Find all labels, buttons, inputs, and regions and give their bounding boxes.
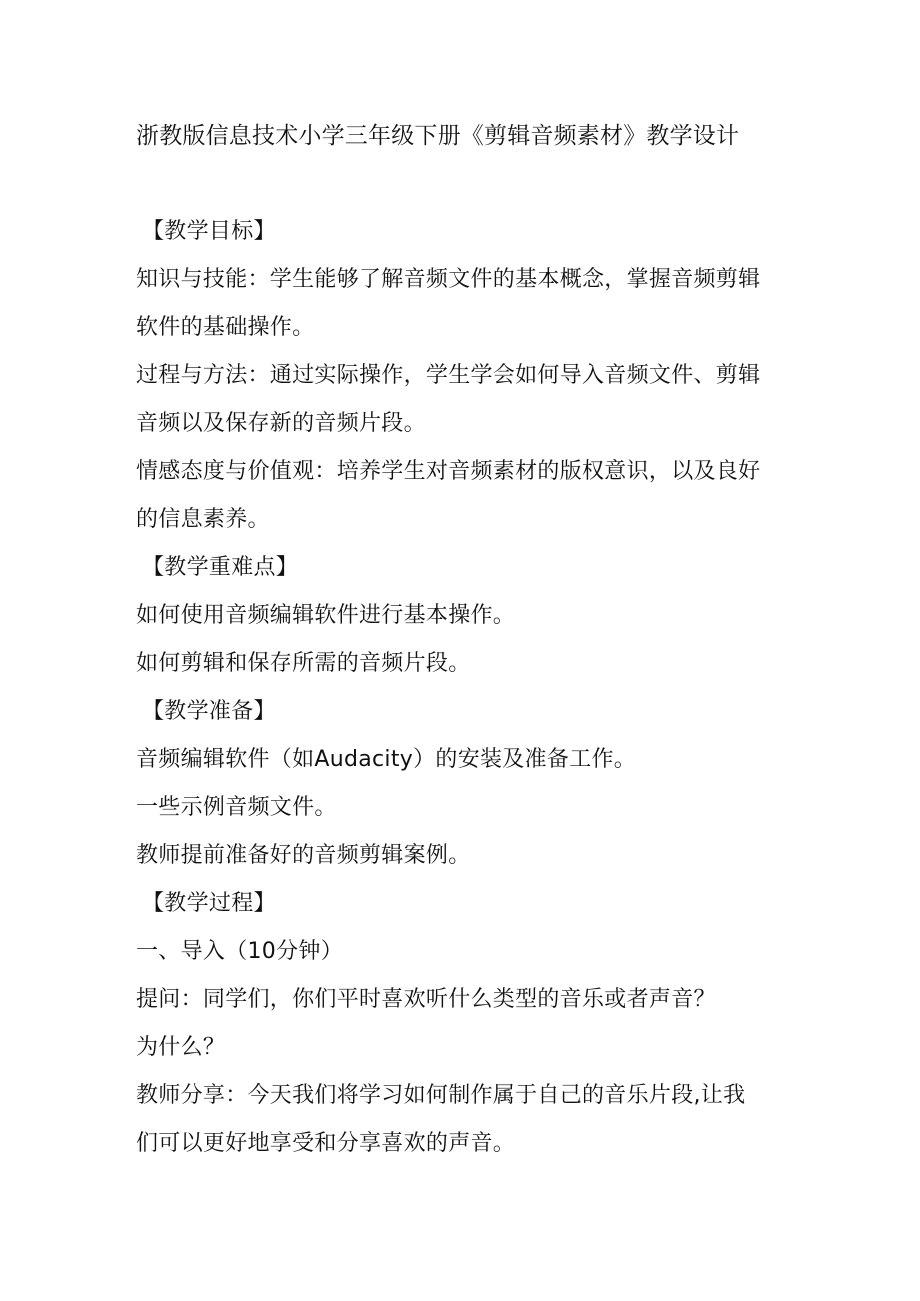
section-heading-process: 【教学过程】 — [142, 891, 276, 916]
paragraph-line: 音频以及保存新的音频片段。 — [136, 411, 426, 436]
section-heading-objectives: 【教学目标】 — [142, 219, 276, 244]
paragraph-line: 音频编辑软件（如Audacity）的安装及准备工作。 — [136, 747, 637, 772]
paragraph-line: 为什么？ — [136, 1035, 226, 1060]
paragraph-line: 一些示例音频文件。 — [136, 795, 337, 820]
document-body — [136, 208, 796, 1168]
paragraph-line: 情感态度与价值观：培养学生对音频素材的版权意识，以及良好 — [136, 459, 761, 484]
paragraph-line: 一、导入（10分钟） — [136, 939, 343, 964]
paragraph-line: 如何剪辑和保存所需的音频片段。 — [136, 651, 471, 676]
section-heading-preparation: 【教学准备】 — [142, 699, 276, 724]
paragraph-line: 的信息素养。 — [136, 507, 270, 532]
paragraph-line: 软件的基础操作。 — [136, 315, 315, 340]
paragraph-line: 过程与方法：通过实际操作，学生学会如何导入音频文件、剪辑 — [136, 363, 761, 388]
paragraph-line: 知识与技能：学生能够了解音频文件的基本概念，掌握音频剪辑 — [136, 267, 761, 292]
document-title: 浙教版信息技术小学三年级下册《剪辑音频素材》教学设计 — [136, 123, 740, 149]
paragraph-line: 教师提前准备好的音频剪辑案例。 — [136, 843, 471, 868]
paragraph-line: 们可以更好地享受和分享喜欢的声音。 — [136, 1131, 516, 1156]
paragraph-line: 提问：同学们，你们平时喜欢听什么类型的音乐或者声音？ — [136, 987, 716, 1012]
paragraph-line: 教师分享：今天我们将学习如何制作属于自己的音乐片段,让我 — [136, 1083, 746, 1108]
section-heading-key-points: 【教学重难点】 — [142, 555, 299, 580]
paragraph-line: 如何使用音频编辑软件进行基本操作。 — [136, 603, 516, 628]
